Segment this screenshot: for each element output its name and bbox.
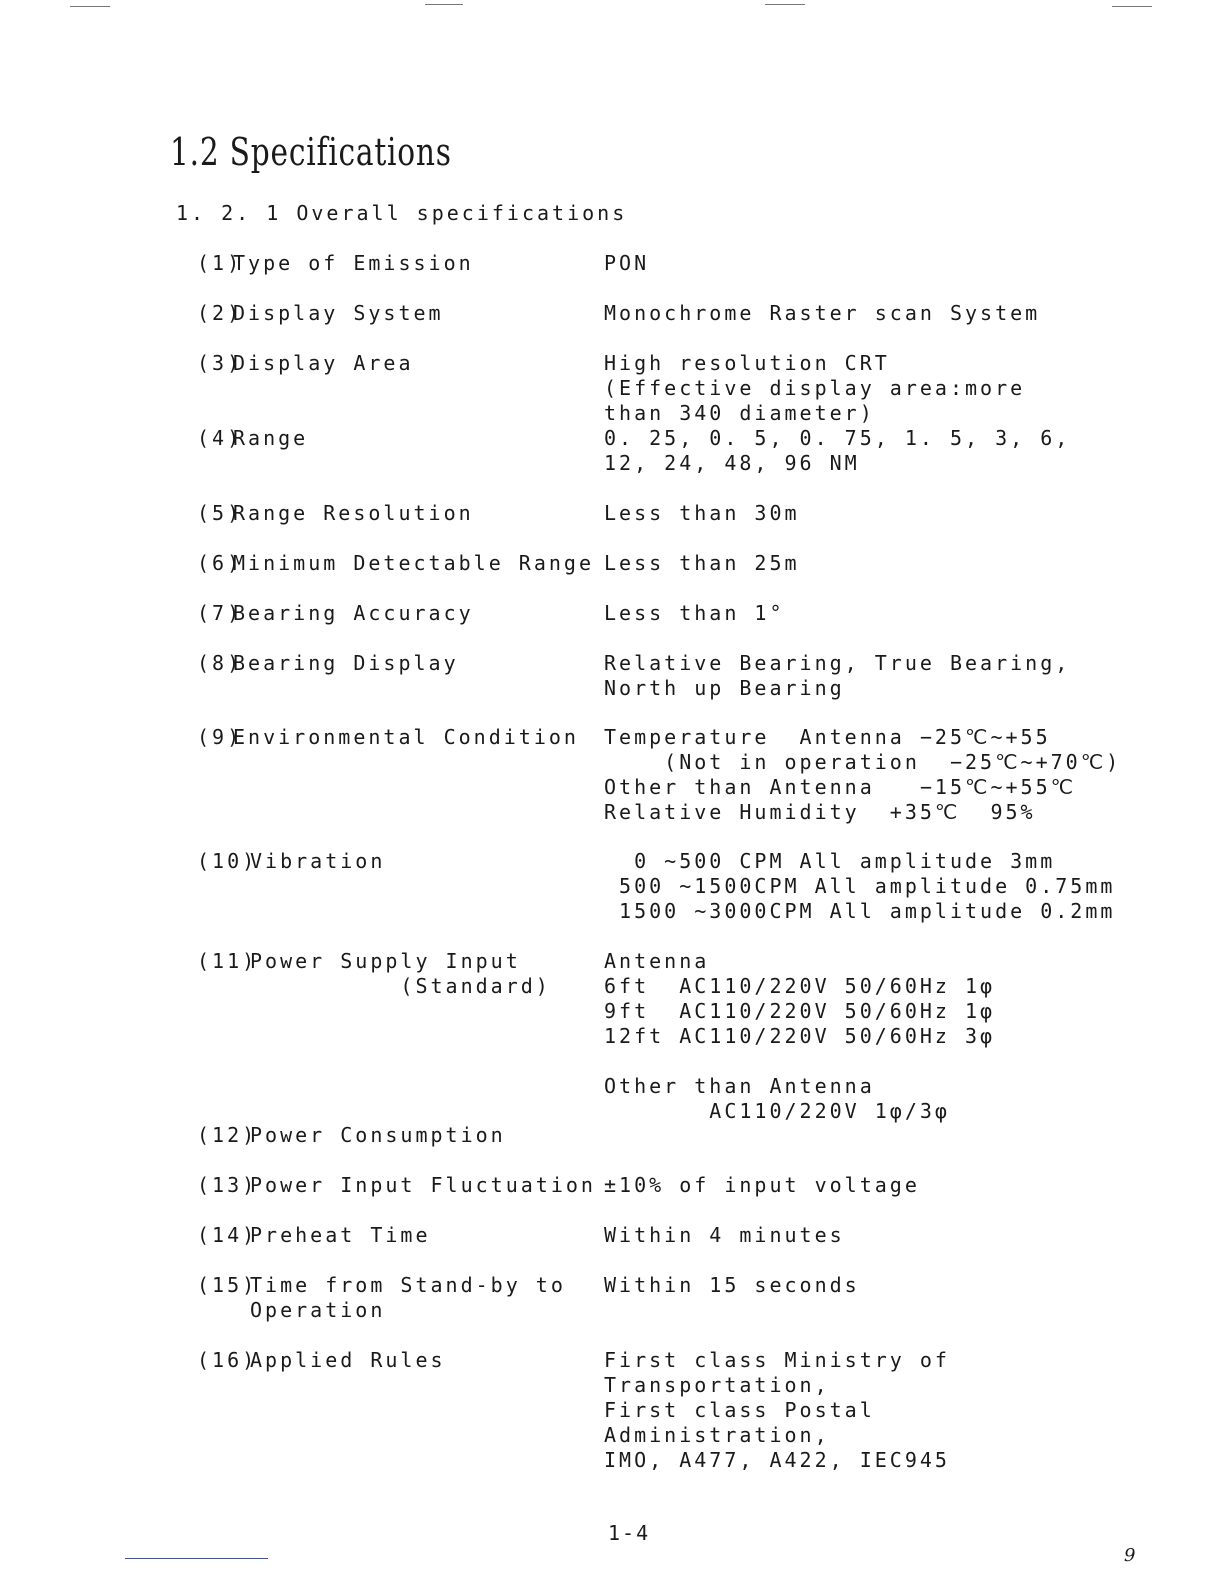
spec-value: Less than 30m	[604, 501, 800, 525]
spec-label: Type of Emission	[233, 251, 474, 275]
spec-label: Display System	[233, 301, 444, 325]
underline-mark	[125, 1558, 268, 1559]
spec-number: (7)	[197, 601, 243, 625]
scan-artifact	[1112, 6, 1152, 7]
spec-value: 0. 25, 0. 5, 0. 75, 1. 5, 3, 6, 12, 24, 48, 96 NM	[604, 426, 1071, 475]
spec-label: Time from Stand-by to Operation	[250, 1273, 566, 1322]
page-number: 1-4	[608, 1521, 651, 1545]
spec-value: Antenna 6ft AC110/220V 50/60Hz 1φ 9ft AC110/220V 50/60Hz 1φ 12ft AC110/220V 50/60Hz 3φ Other than Antenna AC110/220V 1φ/3φ	[604, 949, 996, 1123]
spec-label: Applied Rules	[250, 1348, 446, 1372]
spec-label: Minimum Detectable Range	[233, 551, 594, 575]
scan-artifact	[70, 6, 110, 7]
spec-label: Range Resolution	[233, 501, 474, 525]
spec-label: Bearing Accuracy	[233, 601, 474, 625]
spec-value: Within 15 seconds	[604, 1273, 860, 1297]
spec-label: Power Input Fluctuation	[250, 1173, 596, 1197]
spec-value: PON	[604, 251, 650, 275]
spec-value: Temperature Antenna −25℃~+55 (Not in operation −25℃~+70℃) Other than Antenna −15℃~+55℃ Relative Humidity +35℃ 95%	[604, 725, 1122, 824]
corner-mark: 9	[1124, 1545, 1136, 1566]
spec-value: ±10% of input voltage	[604, 1173, 920, 1197]
spec-number: (1)	[197, 251, 243, 275]
spec-number: (6)	[197, 551, 243, 575]
spec-number: (3)	[197, 351, 243, 375]
spec-value: Less than 1°	[604, 601, 785, 625]
spec-value: High resolution CRT (Effective display area:more than 340 diameter)	[604, 351, 1026, 425]
spec-label: Range	[233, 426, 309, 450]
spec-number: (11)	[197, 949, 258, 973]
spec-value: First class Ministry of Transportation, First class Postal Administration, IMO, A477, A422, IEC945	[604, 1348, 950, 1472]
spec-number: (10)	[197, 849, 258, 873]
section-title: 1.2 Specifications	[170, 130, 452, 174]
spec-value: Within 4 minutes	[604, 1223, 845, 1247]
spec-number: (8)	[197, 651, 243, 675]
spec-number: (14)	[197, 1223, 258, 1247]
spec-label: Bearing Display	[233, 651, 459, 675]
spec-label: Display Area	[233, 351, 414, 375]
spec-label: Preheat Time	[250, 1223, 431, 1247]
spec-value: Monochrome Raster scan System	[604, 301, 1041, 325]
spec-number: (5)	[197, 501, 243, 525]
spec-value: 0 ~500 CPM All amplitude 3mm 500 ~1500CPM All amplitude 0.75mm 1500 ~3000CPM All amplitude 0.2mm	[604, 849, 1116, 923]
spec-label: Power Consumption	[250, 1123, 506, 1147]
spec-number: (4)	[197, 426, 243, 450]
spec-number: (2)	[197, 301, 243, 325]
spec-number: (13)	[197, 1173, 258, 1197]
scan-artifact	[765, 4, 805, 5]
spec-number: (9)	[197, 725, 243, 749]
spec-value: Less than 25m	[604, 551, 800, 575]
spec-number: (15)	[197, 1273, 258, 1297]
scan-artifact	[425, 4, 463, 5]
spec-number: (16)	[197, 1348, 258, 1372]
subsection-title: 1. 2. 1 Overall specifications	[176, 201, 628, 225]
spec-number: (12)	[197, 1123, 258, 1147]
spec-label: Vibration	[250, 849, 386, 873]
spec-label: Environmental Condition	[233, 725, 579, 749]
spec-label: Power Supply Input (Standard)	[250, 949, 551, 998]
spec-value: Relative Bearing, True Bearing, North up Bearing	[604, 651, 1071, 700]
